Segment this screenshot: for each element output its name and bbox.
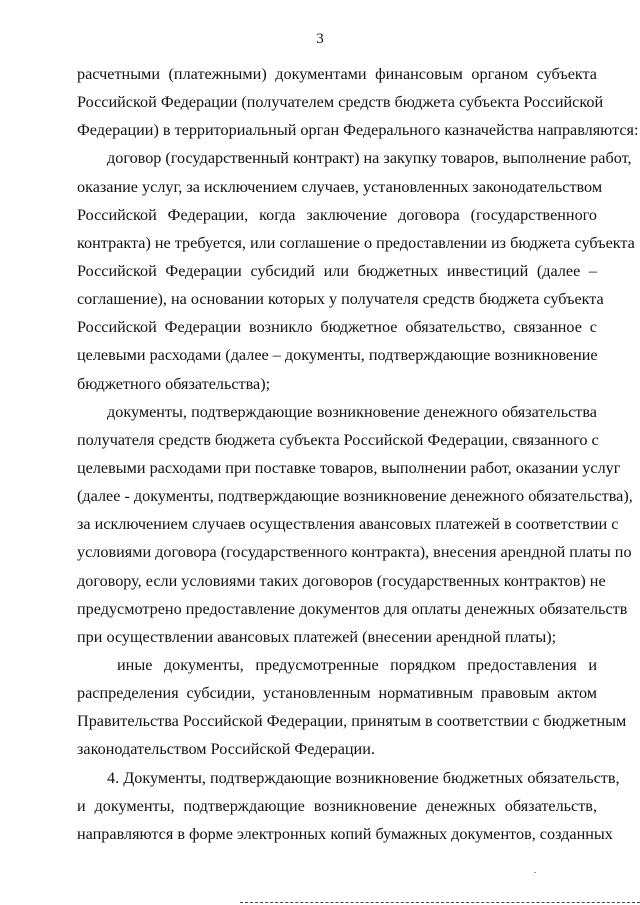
text-line: иные документы, предусмотренные порядком предоставления и xyxy=(117,655,597,674)
text-line: направляются в форме электронных копий бумажных документов, созданных xyxy=(77,824,613,843)
text-line: документы, подтверждающие возникновение денежного обязательства xyxy=(107,402,597,421)
text-line: соглашение), на основании которых у получателя средств бюджета субъекта xyxy=(77,290,604,309)
text-line: распределения субсидии, установленным нормативным правовым актом xyxy=(77,684,597,703)
text-line: оказание услуг, за исключением случаев, установленных законодательством xyxy=(77,177,603,196)
paragraph xyxy=(77,144,635,397)
text-line: договор (государственный контракт) на закупку товаров, выполнение работ, xyxy=(107,149,632,168)
text-line: 4. Документы, подтверждающие возникновение бюджетных обязательств, xyxy=(107,768,620,787)
text-line: Российской Федерации, когда заключение договора (государственного xyxy=(77,205,597,224)
document-body xyxy=(77,60,639,848)
text-line: законодательством Российской Федерации. xyxy=(77,740,375,759)
text-line: целевыми расходами (далее – документы, подтверждающие возникновение xyxy=(77,346,598,365)
text-line: Российской Федерации субсидий или бюджетных инвестиций (далее – xyxy=(77,261,597,280)
text-line: при осуществлении авансовых платежей (внесении арендной платы); xyxy=(77,627,557,646)
text-line: расчетными (платежными) документами финансовым органом субъекта xyxy=(77,65,597,83)
text-line: условиями договора (государственного контракта), внесения арендной платы по xyxy=(77,543,632,562)
text-line: целевыми расходами при поставке товаров, выполнении работ, оказании услуг xyxy=(77,458,621,477)
text-line: Правительства Российской Федерации, принятым в соответствии с бюджетным xyxy=(77,712,627,731)
text-line: бюджетного обязательства); xyxy=(77,374,271,393)
text-line: за исключением случаев осуществления авансовых платежей в соответствии с xyxy=(77,515,619,534)
paragraph xyxy=(77,764,620,848)
paragraph xyxy=(77,651,627,764)
text-line: Российской Федерации (получателем средств бюджета субъекта Российской xyxy=(77,93,604,112)
text-line: договору, если условиями таких договоров (государственных контрактов) не xyxy=(77,571,606,590)
paragraph xyxy=(77,398,633,651)
text-line: получателя средств бюджета субъекта Российской Федерации, связанного с xyxy=(77,430,599,449)
text-line: контракта) не требуется, или соглашение о предоставлении из бюджета субъекта xyxy=(77,233,635,252)
text-line: (далее - документы, подтверждающие возникновение денежного обязательства), xyxy=(77,487,633,506)
text-line: Российской Федерации возникло бюджетное обязательство, связанное с xyxy=(77,318,597,337)
page-number: 3 xyxy=(316,31,324,47)
scan-speck xyxy=(534,872,536,873)
text-line: и документы, подтверждающие возникновение денежных обязательств, xyxy=(77,796,597,815)
text-line: Федерации) в территориальный орган Федерального казначейства направляются: xyxy=(77,121,639,140)
page-bottom-edge xyxy=(240,902,640,903)
text-line: предусмотрено предоставление документов для оплаты денежных обязательств xyxy=(77,599,628,618)
paragraph xyxy=(77,60,639,144)
